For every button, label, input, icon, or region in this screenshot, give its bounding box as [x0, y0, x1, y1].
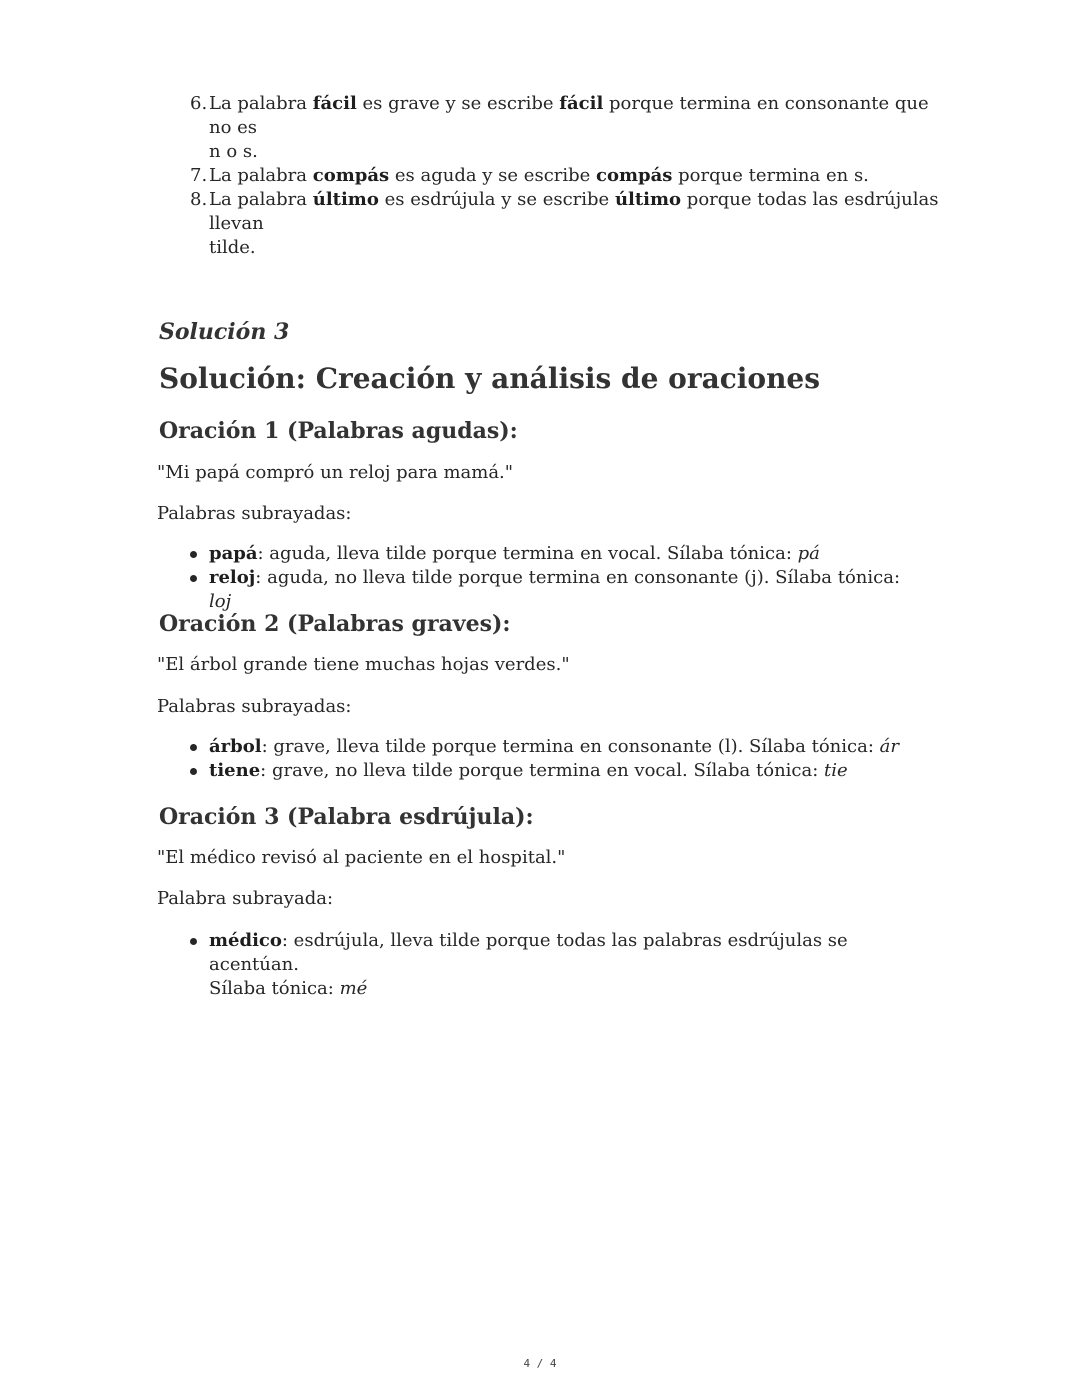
list-item-6: [190, 92, 950, 164]
bullet-text: : grave, lleva tilde porque termina en consonante (l). Sílaba tónica:: [261, 736, 880, 757]
tonic-syllable: loj: [209, 591, 232, 612]
bullet-word: médico: [209, 930, 282, 951]
section-heading-1: Oración 1 (Palabras agudas):: [159, 418, 518, 444]
page-number: 4 / 4: [523, 1357, 557, 1370]
tonic-syllable: ár: [879, 736, 899, 757]
list-text: La palabra: [209, 165, 313, 186]
list-text-continuation: n o s.: [209, 141, 258, 162]
bullet-item: [190, 929, 910, 1001]
list-bold-word: fácil: [312, 93, 357, 114]
page-title: Solución: Creación y análisis de oraciones: [159, 362, 821, 395]
list-number: 8.: [190, 189, 208, 210]
list-number: 7.: [190, 165, 208, 186]
list-bold-word: fácil: [559, 93, 604, 114]
list-text: porque todas las esdrújulas llevan: [209, 189, 939, 234]
bullet-text: : esdrújula, lleva tilde porque todas las palabras esdrújulas se acentúan.: [209, 930, 848, 975]
bullet-item: [190, 542, 910, 566]
list-item-7: [190, 164, 950, 188]
bullet-dot: [190, 938, 197, 945]
example-sentence-1: "Mi papá compró un reloj para mamá.": [157, 462, 514, 483]
list-item-8: [190, 188, 950, 260]
bullet-item: [190, 735, 910, 759]
bullet-text: : aguda, lleva tilde porque termina en vocal. Sílaba tónica:: [257, 543, 798, 564]
tonic-syllable: pá: [797, 543, 820, 564]
list-text: porque termina en s.: [672, 165, 869, 186]
list-text-continuation: tilde.: [209, 237, 256, 258]
bullet-dot: [190, 551, 197, 558]
bullet-text: : grave, no lleva tilde porque termina en vocal. Sílaba tónica:: [260, 760, 825, 781]
numbered-list: [190, 92, 950, 260]
example-sentence-3: "El médico revisó al paciente en el hospital.": [157, 847, 566, 868]
list-bold-word: último: [312, 189, 379, 210]
list-bold-word: compás: [596, 165, 673, 186]
list-text: porque termina en consonante que no es: [209, 93, 929, 138]
underlined-words-label-2: Palabras subrayadas:: [157, 696, 352, 717]
list-text: es aguda y se escribe: [389, 165, 597, 186]
bullet-list-2: [190, 735, 910, 783]
list-text: La palabra: [209, 93, 313, 114]
bullet-text: : aguda, no lleva tilde porque termina en consonante (j). Sílaba tónica:: [255, 567, 901, 588]
bullet-item: [190, 566, 910, 614]
list-text: es grave y se escribe: [356, 93, 560, 114]
bullet-text-continuation: Sílaba tónica:: [209, 978, 340, 999]
solution-subtitle: Solución 3: [159, 319, 290, 345]
underlined-words-label-3: Palabra subrayada:: [157, 888, 334, 909]
bullet-word: papá: [209, 543, 258, 564]
list-bold-word: compás: [312, 165, 390, 186]
list-text: La palabra: [209, 189, 313, 210]
bullet-word: reloj: [209, 567, 256, 588]
underlined-words-label-1: Palabras subrayadas:: [157, 503, 352, 524]
bullet-word: árbol: [209, 736, 262, 757]
tonic-syllable: tie: [824, 760, 848, 781]
example-sentence-2: "El árbol grande tiene muchas hojas verdes.": [157, 654, 570, 675]
list-number: 6.: [190, 93, 208, 114]
bullet-list-1: [190, 542, 910, 614]
bullet-dot: [190, 744, 197, 751]
bullet-list-3: [190, 929, 910, 1001]
bullet-dot: [190, 575, 197, 582]
section-heading-2: Oración 2 (Palabras graves):: [159, 611, 511, 637]
tonic-syllable: mé: [339, 978, 368, 999]
bullet-dot: [190, 768, 197, 775]
section-heading-3: Oración 3 (Palabra esdrújula):: [159, 804, 534, 830]
list-bold-word: último: [614, 189, 682, 210]
list-text: es esdrújula y se escribe: [378, 189, 615, 210]
bullet-item: [190, 759, 910, 783]
bullet-word: tiene: [209, 760, 261, 781]
